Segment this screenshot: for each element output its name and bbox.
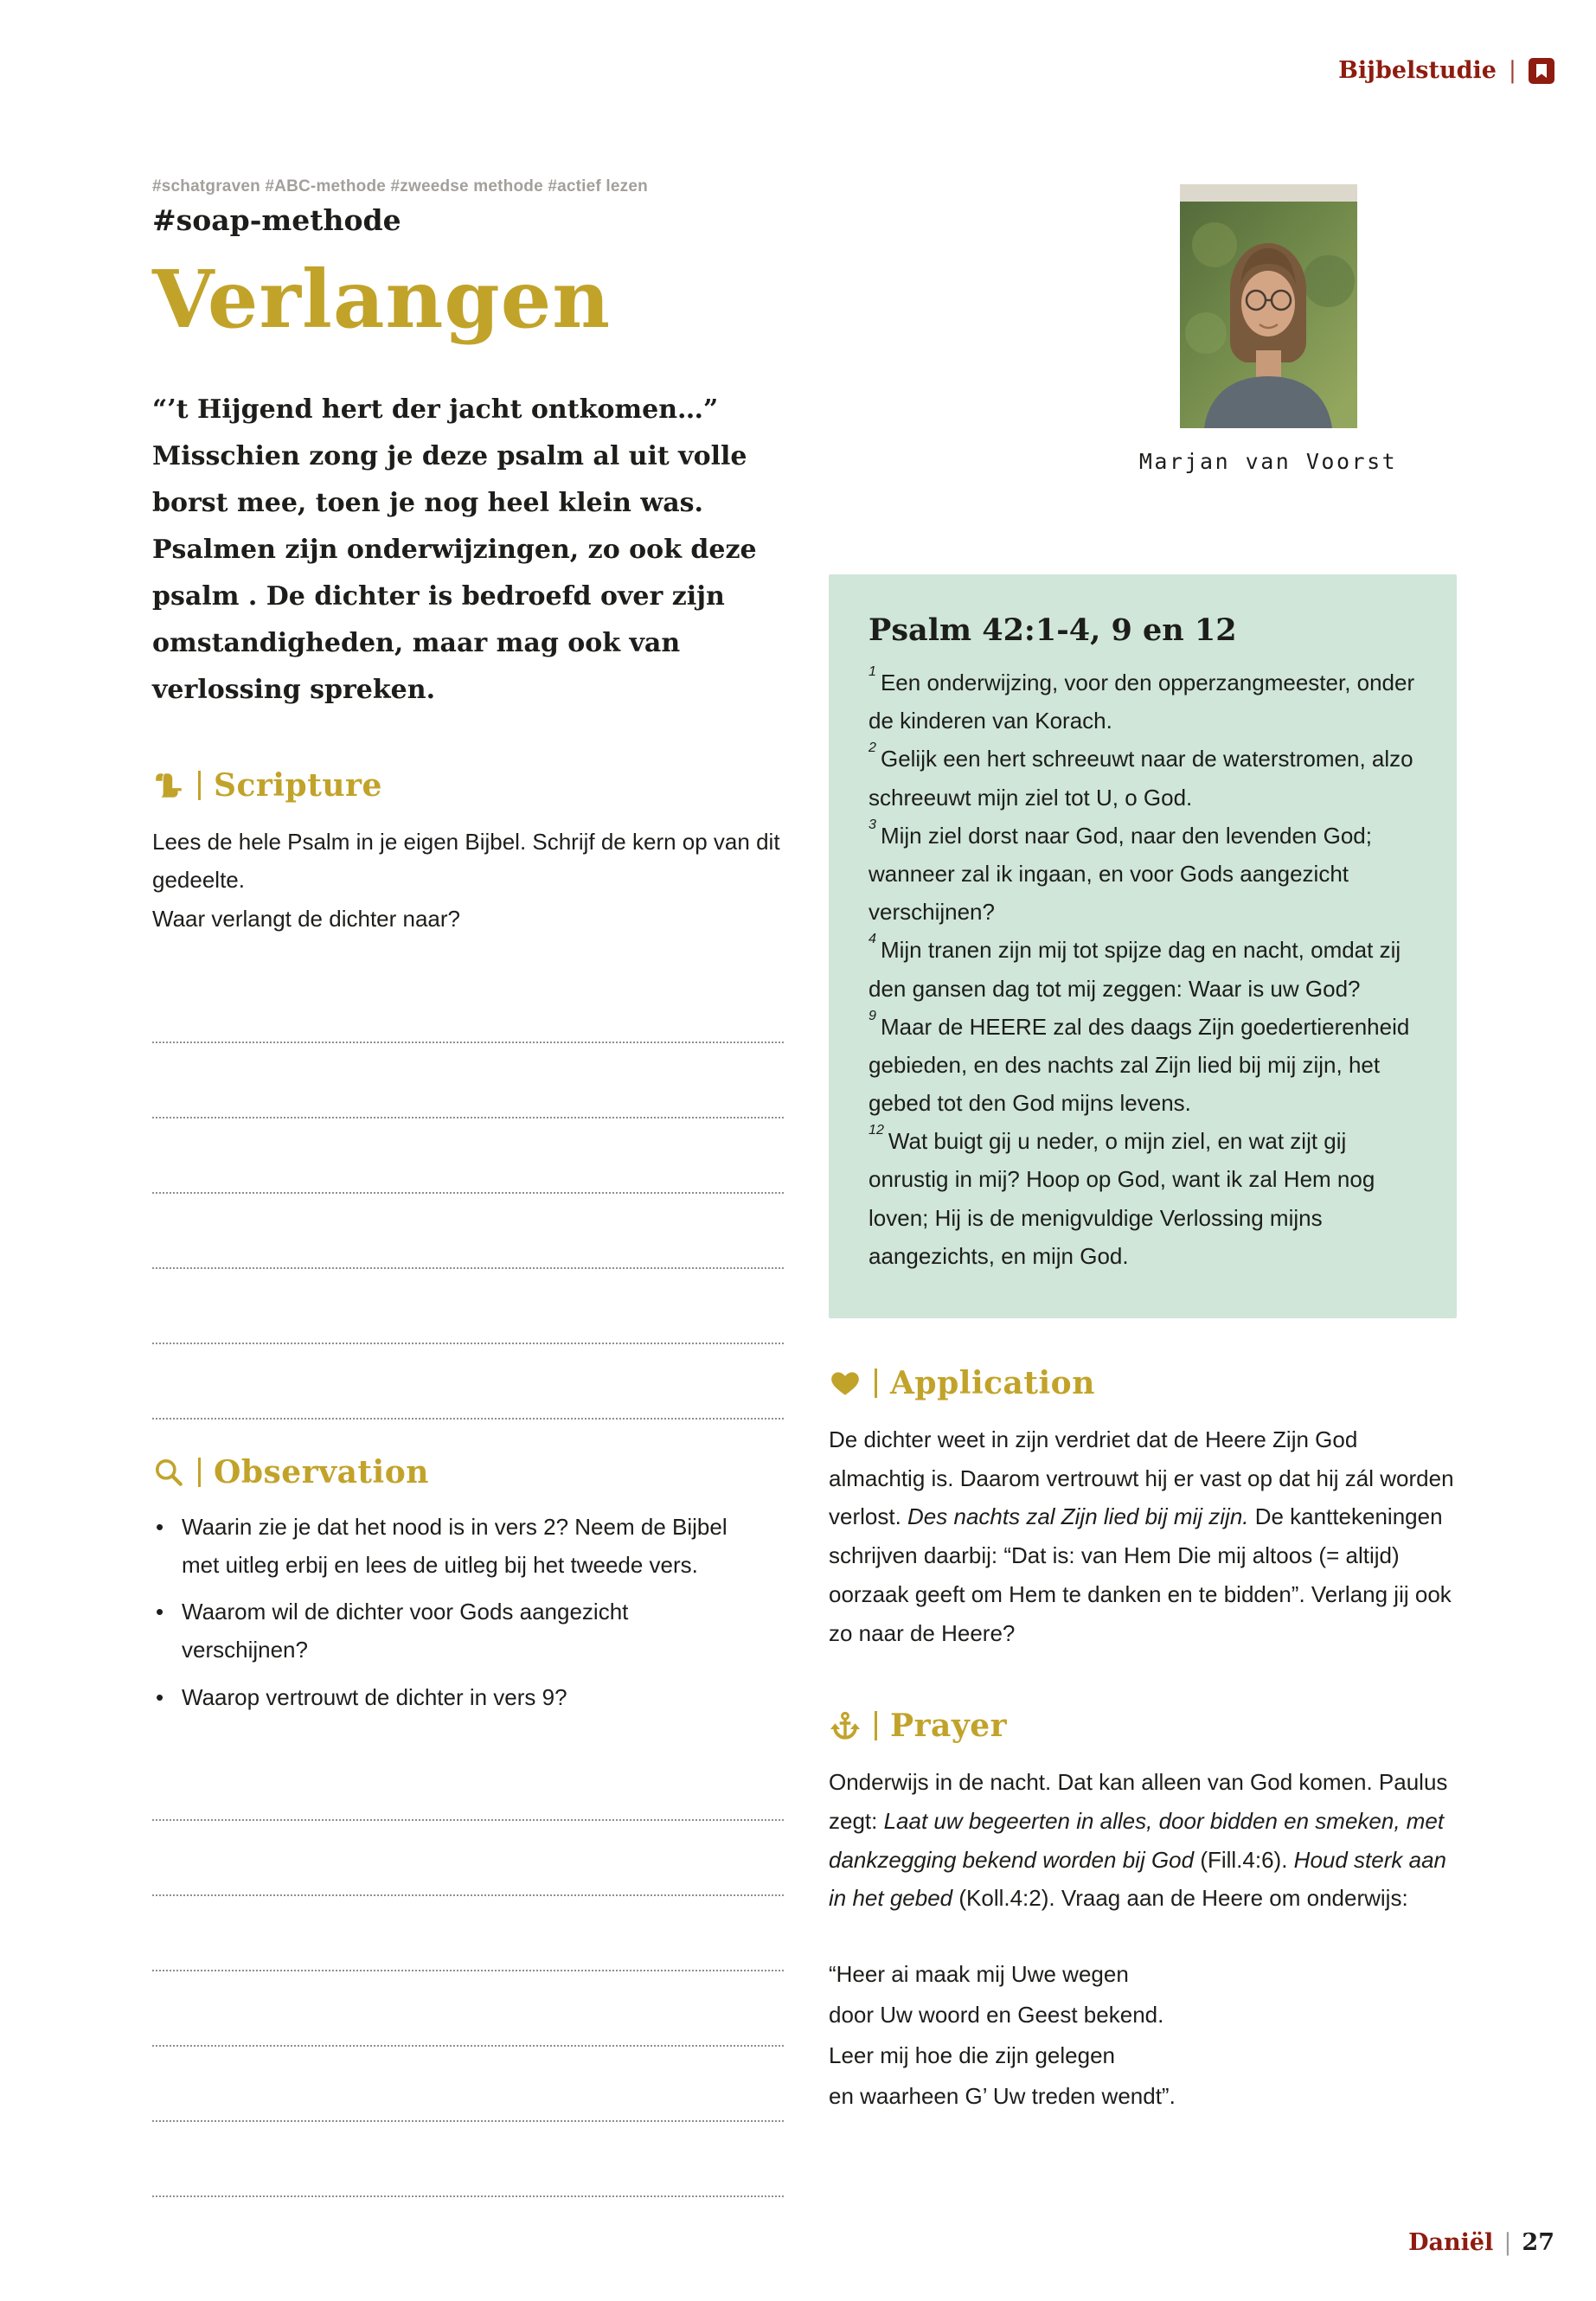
prayer-section	[829, 1708, 1457, 2116]
verse-number: 12	[869, 1122, 884, 1138]
footer-separator: |	[1503, 2229, 1512, 2256]
scripture-section	[152, 767, 784, 1420]
heading-divider	[198, 1458, 201, 1487]
psalm-verse: $^3$ Mijn ziel dorst naar God, naar den levenden God; wanneer zal ik ingaan, en voor Gods aangezicht verschijnen?	[869, 816, 1372, 926]
page-number: 27	[1522, 2229, 1554, 2256]
answer-line	[152, 1896, 784, 1971]
observation-question: • Waarop vertrouwt de dichter in vers 9?	[152, 1678, 740, 1716]
hashtags-secondary: #schatgraven #ABC-methode #zweedse methode #actief lezen	[152, 177, 648, 195]
prayer-heading	[829, 1708, 1457, 1744]
answer-line	[152, 1746, 784, 1821]
intro-text: Misschien zong je deze psalm al uit volle borst mee, toen je nog heel klein was. Psalmen zijn onderwijzingen, zo ook deze psalm . De dichter is bedroefd over zijn omstandigheden, maar mag ook van verlossing spreken.	[152, 440, 757, 705]
answer-line	[152, 2122, 784, 2197]
text-segment: De kanttekeningen schrijven daarbij: “Dat is: van Hem Die mij altoos (= altijd) oorzaak geeft om Hem te danken en te bidden”. Verlang jij ook zo naar de Heere?	[829, 1503, 1452, 1646]
verse-number: 2	[869, 740, 876, 756]
observation-questions	[152, 1508, 740, 1716]
verse-number: 9	[869, 1007, 876, 1023]
article-title: Verlangen	[152, 253, 612, 346]
application-section	[829, 1365, 1457, 1652]
psalm-verse: $^1$ Een onderwijzing, voor den opperzangmeester, onder de kinderen van Korach.	[869, 663, 1415, 734]
answer-line	[152, 1118, 784, 1194]
observation-heading	[152, 1454, 784, 1490]
psalm-box	[829, 574, 1457, 1318]
verse-number: 3	[869, 816, 876, 832]
observation-question: • Waarom wil de dichter voor Gods aangezicht verschijnen?	[152, 1593, 740, 1669]
intro-quote: “’t Hijgend hert der jacht ontkomen…”	[152, 394, 719, 425]
prayer-heading-label: Prayer	[890, 1708, 1008, 1745]
answer-line	[152, 1194, 784, 1269]
heading-divider	[875, 1711, 877, 1740]
text-segment: Houd sterk aan in het gebed	[829, 1846, 1446, 1912]
heading-divider	[875, 1368, 877, 1398]
psalm-verse: $^{12}$ Wat buigt gij u neder, o mijn ziel, en wat zijt gij onrustig in mij? Hoop op God, want ik zal Hem nog loven; Hij is de menigvuldige Verlossing mijns aangezichts, en mijn God.	[869, 1122, 1375, 1269]
application-heading	[829, 1365, 1457, 1401]
scripture-question: Waar verlangt de dichter naar?	[152, 906, 461, 933]
text-segment: (Fill.4:6).	[1194, 1846, 1294, 1873]
psalm-verse: $^2$ Gelijk een hert schreeuwt naar de waterstromen, alzo schreeuwt mijn ziel tot U, o God.	[869, 740, 1413, 811]
answer-line	[152, 968, 784, 1043]
article-intro	[152, 387, 784, 714]
page-footer	[1408, 2229, 1554, 2256]
scroll-icon	[152, 769, 185, 802]
answer-line	[152, 1269, 784, 1344]
scripture-instruction: Lees de hele Psalm in je eigen Bijbel. Schrijf de kern op van dit gedeelte.	[152, 828, 780, 894]
psalm-verse: $^9$ Maar de HEERE zal des daags Zijn goedertierenheid gebieden, en des nachts zal Zijn lied bij mij zijn, het gebed tot den God mijns levens.	[869, 1007, 1410, 1117]
verse-number: 4	[869, 931, 876, 947]
answer-line	[152, 1971, 784, 2047]
observation-heading-label: Observation	[214, 1453, 429, 1490]
verse-number: 1	[869, 663, 876, 680]
observation-question: • Waarin zie je dat het nood is in vers 2? Neem de Bijbel met uitleg erbij en lees de uitleg bij het tweede vers.	[152, 1508, 740, 1584]
hashtag-primary: #soap-methode	[152, 203, 401, 237]
heart-icon	[829, 1367, 862, 1400]
right-column	[829, 0, 1457, 2197]
psalm-title: Psalm 42:1-4, 9 en 12	[869, 612, 1237, 648]
author-photo	[1180, 184, 1357, 428]
text-segment: (Koll.4:2). Vraag aan de Heere om onderwijs:	[952, 1885, 1408, 1912]
text-segment: Onderwijs in de nacht. Dat kan alleen van God komen. Paulus zegt:	[829, 1769, 1448, 1835]
author-name: Marjan van Voorst	[1138, 449, 1398, 474]
answer-line	[152, 1344, 784, 1420]
text-segment: Laat uw begeerten in alles, door bidden en smeken, met dankzegging bekend worden bij God	[829, 1808, 1445, 1873]
scripture-heading-label: Scripture	[214, 766, 382, 804]
quote-line: door Uw woord en Geest bekend.	[829, 2001, 1164, 2028]
rubric-label: Bijbelstudie	[1338, 57, 1497, 84]
quote-line: “Heer ai maak mij Uwe wegen	[829, 1961, 1129, 1988]
magnifier-icon	[152, 1456, 185, 1489]
observation-section	[152, 1454, 784, 2197]
scripture-answer-lines	[152, 968, 784, 1420]
left-column	[152, 0, 784, 2197]
answer-line	[152, 1821, 784, 1896]
psalm-verse: $^4$ Mijn tranen zijn mij tot spijze dag en nacht, omdat zij den gansen dag tot mij zeggen: Waar is uw God?	[869, 931, 1401, 1002]
prayer-quote	[829, 1954, 1457, 2116]
page-header	[1338, 57, 1554, 84]
text-segment: De dichter weet in zijn verdriet dat de Heere Zijn God almachtig is. Daarom vertrouwt hij er vast op dat hij zál worden verlost.	[829, 1426, 1454, 1530]
application-text	[829, 1420, 1457, 1652]
bookmark-icon	[1529, 58, 1554, 84]
anchor-icon	[829, 1709, 862, 1742]
application-heading-label: Application	[890, 1365, 1095, 1401]
scripture-heading	[152, 767, 784, 804]
heading-divider	[198, 771, 201, 800]
author-figure	[1130, 184, 1407, 474]
answer-line	[152, 1043, 784, 1118]
header-separator: |	[1508, 57, 1516, 84]
magazine-name: Daniël	[1408, 2229, 1494, 2256]
psalm-verses	[869, 663, 1417, 1275]
text-segment: Des nachts zal Zijn lied bij mij zijn.	[907, 1503, 1249, 1530]
observation-answer-lines	[152, 1746, 784, 2197]
answer-line	[152, 2047, 784, 2122]
prayer-text	[829, 1763, 1457, 1918]
quote-line: Leer mij hoe die zijn gelegen	[829, 2041, 1115, 2068]
quote-line: en waarheen G’ Uw treden wendt”.	[829, 2082, 1176, 2109]
